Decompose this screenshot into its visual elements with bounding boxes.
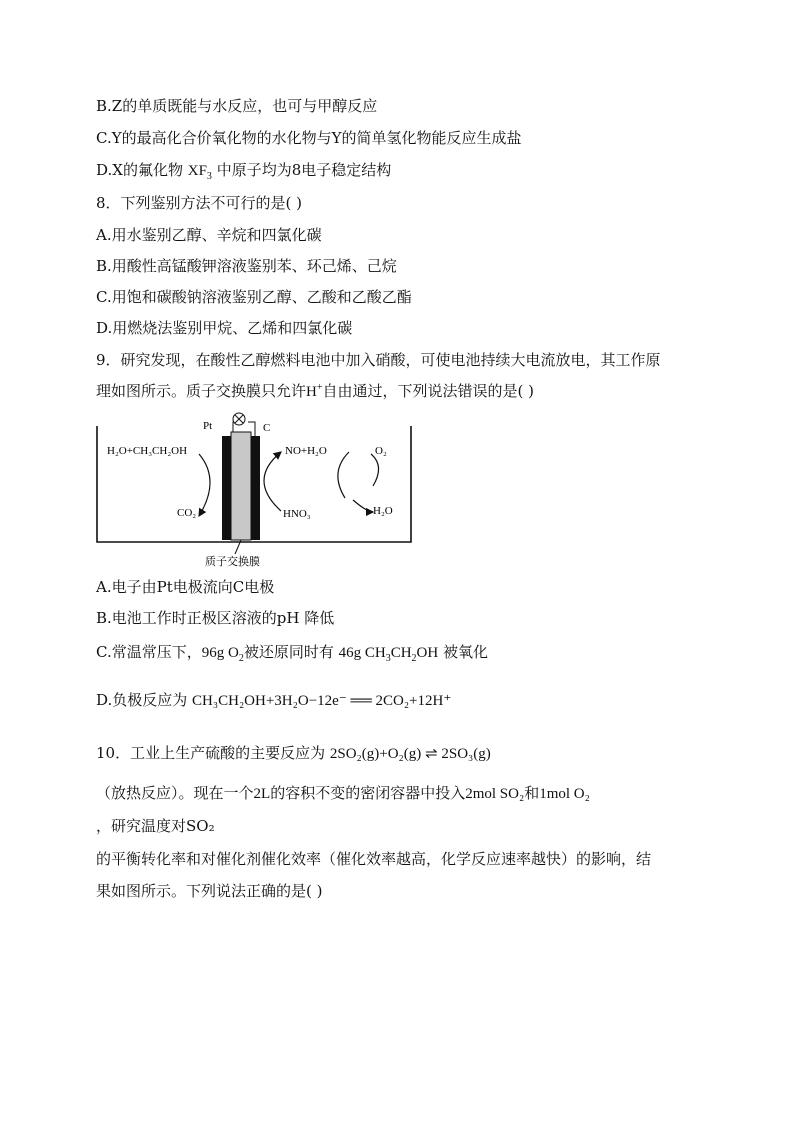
q7-option-d: D.X的氟化物 $XF_3$ 中原子均为8电子稳定结构 bbox=[96, 161, 392, 182]
q7-option-b: B.Z的单质既能与水反应，也可与甲醇反应 bbox=[96, 97, 378, 115]
q9-option-d: D.负极反应为 CH₃CH₂OH+3H₂O−12e⁻ ══ 2CO₂+12H⁺ bbox=[96, 691, 452, 709]
left-product: CO₂ bbox=[177, 507, 197, 519]
membrane-label: 质子交换膜 bbox=[205, 556, 260, 568]
q7-option-c: C.Y的最高化合价氧化物的水化物与Y的简单氢化物能反应生成盐 bbox=[96, 129, 522, 147]
q9-option-a: A.电子由Pt电极流向C电极 bbox=[96, 578, 275, 596]
q10-stem-line2: （放热反应）。现在一个2L的容积不变的密闭容器中投入2mol SO₂和1mol O₂ bbox=[96, 784, 590, 802]
pt-electrode bbox=[222, 436, 231, 540]
fuel-cell-diagram bbox=[95, 408, 415, 568]
proton-exchange-membrane bbox=[231, 432, 251, 540]
q8-option-b: B.用酸性高锰酸钾溶液鉴别苯、环己烯、己烷 bbox=[96, 257, 397, 275]
q9-stem-line1: 9．研究发现，在酸性乙醇燃料电池中加入硝酸，可使电池持续大电流放电，其工作原 bbox=[96, 351, 661, 369]
q8-option-a: A.用水鉴别乙醇、辛烷和四氯化碳 bbox=[96, 226, 322, 244]
c-label: C bbox=[263, 422, 271, 434]
q9-option-c: C.常温常压下，96g $O_2$被还原同时有 46g $CH_3CH_2OH$ 被氧化 bbox=[96, 643, 489, 664]
q9-stem-line2: 理如图所示。质子交换膜只允许H+自由通过，下列说法错误的是( ) bbox=[96, 382, 534, 400]
q8-option-d: D.用燃烧法鉴别甲烷、乙烯和四氯化碳 bbox=[96, 319, 353, 337]
q9-option-b: B.电池工作时正极区溶液的pH 降低 bbox=[96, 609, 335, 627]
right-reactant: O₂ bbox=[375, 445, 387, 457]
right-product: H₂O bbox=[373, 505, 393, 517]
pt-label: Pt bbox=[203, 420, 213, 432]
q10-stem-line1: 10．工业上生产硫酸的主要反应为 2SO₂(g)+O₂(g) ⇌ 2SO₃(g) bbox=[96, 744, 491, 762]
q8-stem: 8．下列鉴别方法不可行的是( ) bbox=[96, 194, 303, 212]
mid-product: HNO₃ bbox=[283, 508, 311, 520]
mid-reactant: NO+H₂O bbox=[285, 445, 327, 457]
c-electrode bbox=[251, 436, 260, 540]
left-reactant: H₂O+CH₃CH₂OH bbox=[107, 445, 188, 457]
q10-stem-line3: ，研究温度对SO₂ bbox=[96, 817, 215, 835]
q10-stem-line5: 果如图所示。下列说法正确的是( ) bbox=[96, 882, 323, 900]
q10-stem-line4: 的平衡转化率和对催化剂催化效率（催化效率越高，化学反应速率越快）的影响，结 bbox=[96, 850, 652, 868]
q8-option-c: C.用饱和碳酸钠溶液鉴别乙醇、乙酸和乙酸乙酯 bbox=[96, 288, 412, 306]
